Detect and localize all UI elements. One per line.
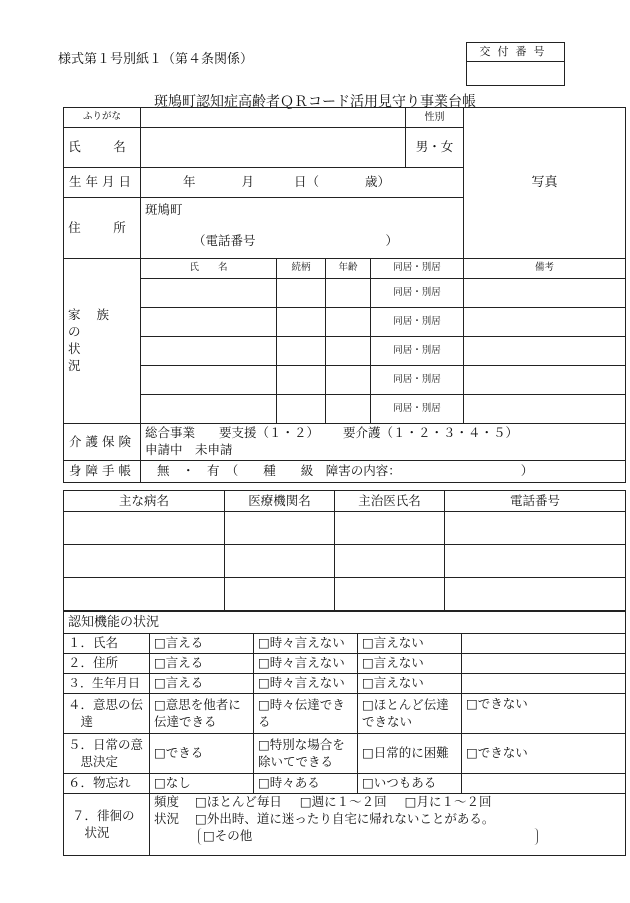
hospital-cell[interactable] <box>225 545 335 578</box>
cognition-option-text: □特別な場合を <box>258 736 345 752</box>
cognition-option[interactable]: □なし <box>150 774 254 794</box>
family-header-cohabitation: 同居・別居 <box>371 259 464 279</box>
wandering-status-option[interactable]: □外出時、道に迷ったり自宅に帰れないことがある。 <box>195 810 495 826</box>
cognition-item-label-a: ４．意思の伝 <box>68 696 144 712</box>
birthdate-label: 生年月日 <box>64 168 141 198</box>
cognition-option[interactable] <box>254 694 358 734</box>
disease-header-name: 主な病名 <box>64 491 225 512</box>
family-relation-cell[interactable] <box>277 395 326 424</box>
cognition-option[interactable] <box>150 694 254 734</box>
form-number-label: 様式第１号別紙１（第４条関係） <box>58 52 254 67</box>
family-header-age: 年齢 <box>326 259 371 279</box>
disability-close: ） <box>520 463 534 479</box>
cognition-item-label: １．氏名 <box>64 634 150 654</box>
family-remarks-cell[interactable] <box>464 395 626 424</box>
family-remarks-cell[interactable] <box>464 337 626 366</box>
cognition-option-text: □ほとんど伝達 <box>362 696 449 712</box>
cognition-option[interactable]: □時々言えない <box>254 634 358 654</box>
cognition-table <box>63 611 626 856</box>
cognition-item-label-b: 思決定 <box>68 753 119 769</box>
family-label-line1: 家 族 の <box>68 307 115 340</box>
family-name-cell[interactable] <box>141 308 277 337</box>
cognition-option[interactable]: □言える <box>150 654 254 674</box>
family-cohabitation-cell[interactable]: 同居・別居 <box>371 366 464 395</box>
cognition-option[interactable] <box>358 694 462 734</box>
name-field[interactable] <box>141 128 406 168</box>
wandering-other-bracket[interactable] <box>198 828 538 845</box>
wandering-status-label: 状況 <box>154 810 180 826</box>
sex-options[interactable]: 男・女 <box>406 128 464 168</box>
disease-cell[interactable] <box>64 578 225 611</box>
sex-label: 性別 <box>406 108 464 128</box>
disease-header-phone: 電話番号 <box>445 491 626 512</box>
care-care-level[interactable]: 要介護（１・２・３・４・５） <box>343 425 519 441</box>
cognition-option-text: できない <box>362 713 413 729</box>
cognition-title: 認知機能の状況 <box>64 612 626 634</box>
care-general-project[interactable]: 総合事業 <box>145 425 196 441</box>
family-age-cell[interactable] <box>326 308 371 337</box>
address-label: 住 所 <box>64 198 141 259</box>
family-header-relation: 続柄 <box>277 259 326 279</box>
cognition-item-label: ２．住所 <box>64 654 150 674</box>
family-label-line2: 状 況 <box>68 341 103 373</box>
wandering-label <box>64 794 150 856</box>
birthdate-field[interactable] <box>141 168 464 198</box>
cognition-option[interactable]: □できない <box>462 734 626 774</box>
cognition-option[interactable]: □言えない <box>358 674 462 694</box>
family-header-name: 氏 名 <box>141 259 277 279</box>
care-application-status[interactable]: 申請中 未申請 <box>145 442 233 457</box>
phone-cell[interactable] <box>445 512 626 545</box>
receipt-number-box <box>466 42 565 86</box>
photo-area[interactable] <box>464 108 626 259</box>
family-relation-cell[interactable] <box>277 337 326 366</box>
furigana-field[interactable] <box>141 108 406 128</box>
cognition-option[interactable]: □日常的に困難 <box>358 734 462 774</box>
wandering-frequency-option[interactable]: □週に１～２回 <box>299 794 387 809</box>
cognition-option-text: □時々伝達でき <box>258 696 345 712</box>
cognition-option-empty <box>462 654 626 674</box>
cognition-option[interactable]: □いつもある <box>358 774 462 794</box>
cognition-option[interactable]: □時々ある <box>254 774 358 794</box>
cognition-option-empty <box>462 674 626 694</box>
cognition-option[interactable]: □できる <box>150 734 254 774</box>
family-name-cell[interactable] <box>141 337 277 366</box>
doctor-cell[interactable] <box>335 578 445 611</box>
wandering-frequency-label: 頻度 <box>154 794 180 809</box>
cognition-item-label-a: ５．日常の意 <box>68 736 144 752</box>
family-remarks-cell[interactable] <box>464 366 626 395</box>
cognition-option[interactable]: □時々言えない <box>254 674 358 694</box>
hospital-cell[interactable] <box>225 578 335 611</box>
cognition-option-text: 除いてできる <box>258 753 334 769</box>
cognition-item-label: ３．生年月日 <box>64 674 150 694</box>
receipt-number-field[interactable] <box>467 62 564 87</box>
cognition-option-text: □意思を他者に <box>154 696 241 712</box>
disease-table <box>63 490 626 611</box>
family-cohabitation-cell[interactable]: 同居・別居 <box>371 395 464 424</box>
family-relation-cell[interactable] <box>277 308 326 337</box>
wandering-other-option[interactable]: □その他 <box>203 827 253 843</box>
address-town: 斑鳩町 <box>145 202 183 217</box>
cognition-option[interactable] <box>254 734 358 774</box>
wandering-label-a: ７．徘徊の <box>72 807 135 823</box>
doctor-cell[interactable] <box>335 545 445 578</box>
family-header-remarks: 備考 <box>464 259 626 279</box>
family-name-cell[interactable] <box>141 366 277 395</box>
cognition-option-empty <box>462 774 626 794</box>
name-label: 氏 名 <box>64 128 141 168</box>
cognition-item-label <box>64 734 150 774</box>
care-support-level[interactable]: 要支援（１・２） <box>219 425 320 441</box>
family-label <box>64 259 141 424</box>
personal-info-table <box>63 107 626 483</box>
phone-cell[interactable] <box>445 545 626 578</box>
cognition-item-label-b: 達 <box>68 713 94 729</box>
family-remarks-cell[interactable] <box>464 308 626 337</box>
care-insurance-field[interactable] <box>141 424 626 461</box>
wandering-frequency-option[interactable]: □月に１～２回 <box>404 794 492 809</box>
disability-field[interactable] <box>141 461 626 483</box>
family-name-cell[interactable] <box>141 279 277 308</box>
address-field[interactable] <box>141 198 464 259</box>
family-cohabitation-cell[interactable]: 同居・別居 <box>371 308 464 337</box>
cognition-option-empty <box>462 634 626 654</box>
photo-label: 写真 <box>531 175 558 191</box>
family-relation-cell[interactable] <box>277 366 326 395</box>
cognition-option[interactable]: □言えない <box>358 654 462 674</box>
disability-label: 身障手帳 <box>64 461 141 483</box>
cognition-option-text: る <box>258 713 271 729</box>
document-title: 斑鳩町認知症高齢者ＱＲコード活用見守り事業台帳 <box>154 94 476 110</box>
disease-header-doctor: 主治医氏名 <box>335 491 445 512</box>
cognition-option[interactable]: □言える <box>150 634 254 654</box>
cognition-option-text: 伝達できる <box>154 713 217 729</box>
cognition-option[interactable]: □時々言えない <box>254 654 358 674</box>
receipt-number-label: 交付番号 <box>467 43 564 62</box>
hospital-cell[interactable] <box>225 512 335 545</box>
family-cohabitation-cell[interactable]: 同居・別居 <box>371 337 464 366</box>
doctor-cell[interactable] <box>335 512 445 545</box>
disease-header-hospital: 医療機関名 <box>225 491 335 512</box>
phone-cell[interactable] <box>445 578 626 611</box>
family-remarks-cell[interactable] <box>464 279 626 308</box>
family-relation-cell[interactable] <box>277 279 326 308</box>
phone-label: （電話番号 <box>193 232 256 248</box>
birth-month-unit: 月 <box>241 174 255 190</box>
cognition-item-label: ６．物忘れ <box>64 774 150 794</box>
family-age-cell[interactable] <box>326 279 371 308</box>
birth-day-unit: 日（ <box>294 174 320 190</box>
family-age-cell[interactable] <box>326 366 371 395</box>
cognition-option[interactable]: □言える <box>150 674 254 694</box>
family-age-cell[interactable] <box>326 395 371 424</box>
disease-cell[interactable] <box>64 545 225 578</box>
furigana-label: ふりがな <box>64 108 141 128</box>
birth-year-unit: 年 <box>183 174 196 190</box>
family-name-cell[interactable] <box>141 395 277 424</box>
cognition-item-label <box>64 694 150 734</box>
wandering-label-b: 状況 <box>72 824 110 840</box>
wandering-field <box>150 794 626 856</box>
cognition-option[interactable]: □言えない <box>358 634 462 654</box>
care-insurance-label: 介護保険 <box>64 424 141 461</box>
cognition-option[interactable]: □できない <box>462 694 626 734</box>
age-unit: 歳） <box>365 174 391 190</box>
wandering-frequency-option[interactable]: □ほとんど毎日 <box>195 794 282 809</box>
family-cohabitation-cell[interactable]: 同居・別居 <box>371 279 464 308</box>
family-age-cell[interactable] <box>326 337 371 366</box>
disease-cell[interactable] <box>64 512 225 545</box>
disability-text: 無 ・ 有 （ 種 級 障害の内容： <box>157 463 401 479</box>
phone-close: ） <box>385 232 399 248</box>
